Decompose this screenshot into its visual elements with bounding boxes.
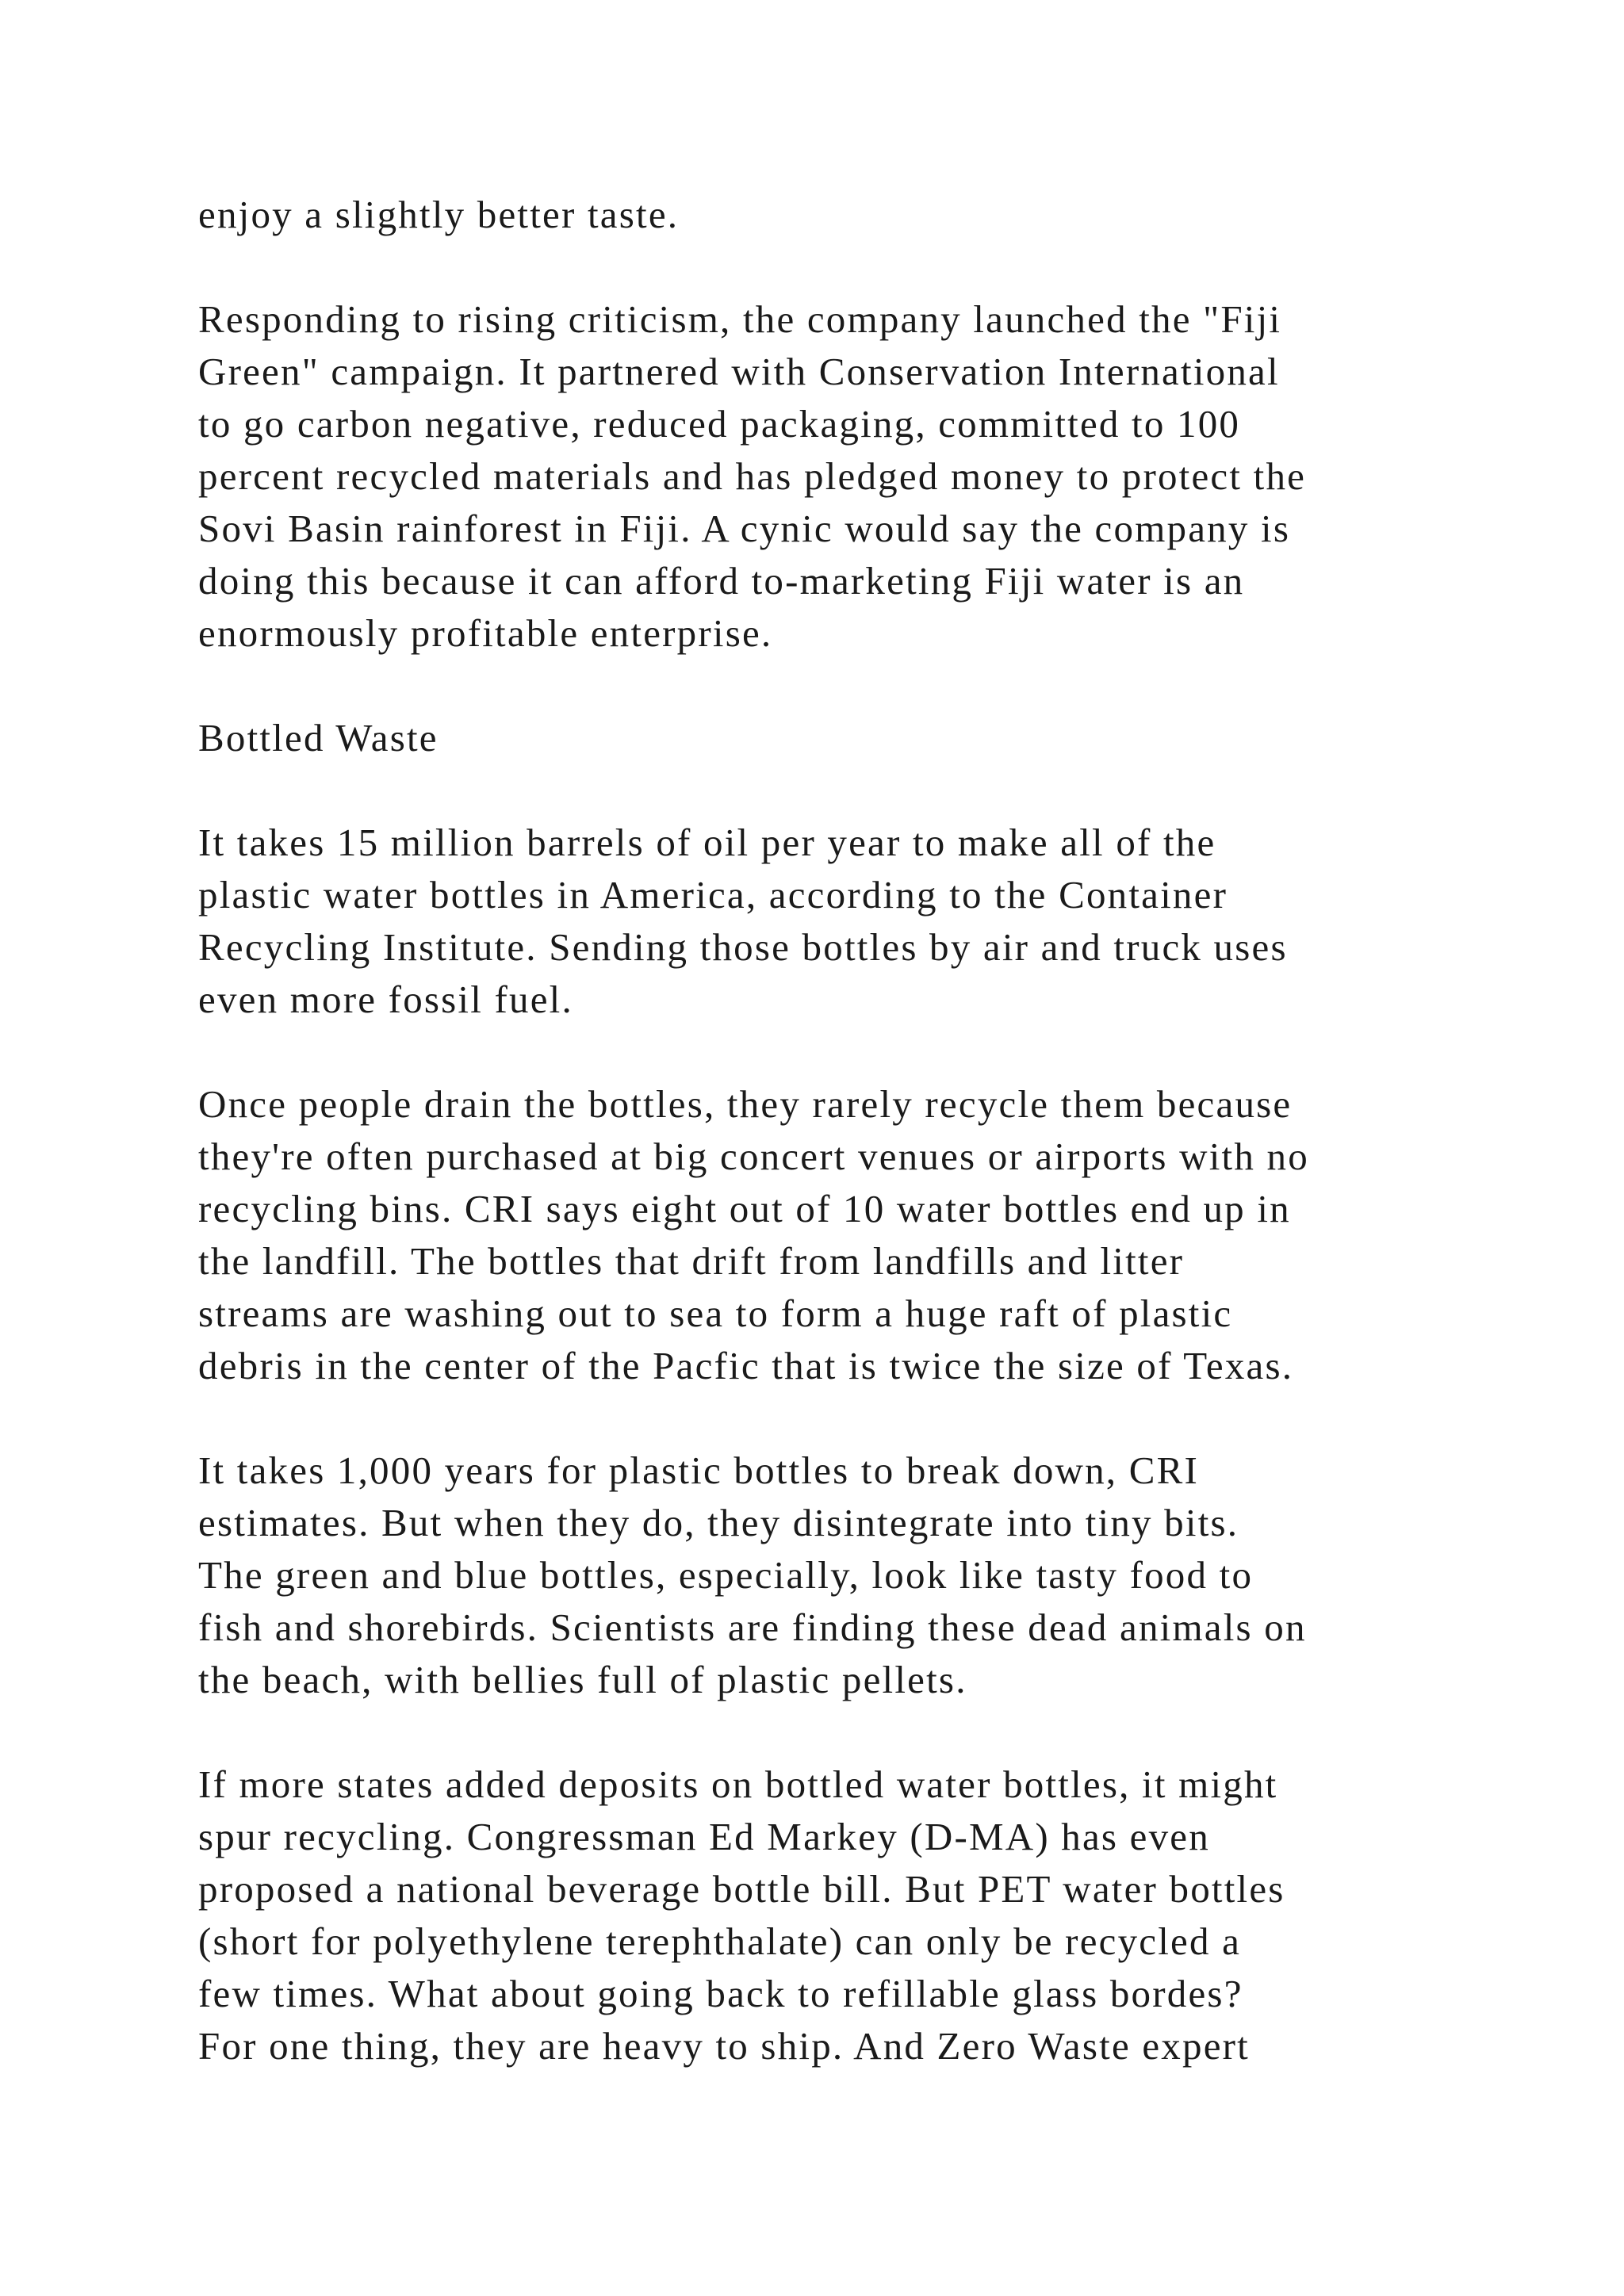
text-line: Bottled Waste (198, 716, 439, 760)
text-line: If more states added deposits on bottled water bottles, it might (198, 1762, 1278, 1806)
text-line: debris in the center of the Pacfic that is twice the size of Texas. (198, 1344, 1294, 1387)
text-line: few times. What about going back to refillable glass bordes? (198, 1972, 1243, 2015)
text-line: Once people drain the bottles, they rarely recycle them because (198, 1082, 1293, 1126)
text-line: proposed a national beverage bottle bill. But PET water bottles (198, 1867, 1285, 1911)
text-line: It takes 15 million barrels of oil per year to make all of the (198, 821, 1216, 864)
text-line: enjoy a slightly better taste. (198, 193, 680, 236)
text-line: Recycling Institute. Sending those bottles by air and truck uses (198, 925, 1288, 969)
text-line: plastic water bottles in America, according to the Container (198, 873, 1228, 916)
paragraph-gap (198, 1392, 1546, 1445)
paragraph-gap (198, 1706, 1546, 1758)
paragraph-breakdown (198, 1445, 1546, 1706)
text-line: fish and shorebirds. Scientists are finding these dead animals on (198, 1605, 1307, 1649)
paragraph-intro-end (198, 189, 1546, 241)
text-line: The green and blue bottles, especially, look like tasty food to (198, 1553, 1254, 1597)
paragraph-fiji-green (198, 293, 1546, 660)
text-line: the landfill. The bottles that drift from landfills and litter (198, 1239, 1185, 1283)
text-line: the beach, with bellies full of plastic pellets. (198, 1658, 967, 1701)
text-line: Responding to rising criticism, the company launched the "Fiji (198, 297, 1282, 341)
paragraph-gap (198, 1026, 1546, 1078)
paragraph-gap (198, 764, 1546, 817)
text-line: enormously profitable enterprise. (198, 611, 773, 655)
text-line: For one thing, they are heavy to ship. And Zero Waste expert (198, 2024, 1250, 2068)
paragraph-recycling-rates (198, 1078, 1546, 1392)
text-line: percent recycled materials and has pledged money to protect the (198, 454, 1307, 498)
paragraph-gap (198, 660, 1546, 712)
text-line: estimates. But when they do, they disintegrate into tiny bits. (198, 1501, 1239, 1544)
text-line: spur recycling. Congressman Ed Markey (D-MA) has even (198, 1815, 1210, 1858)
text-line: It takes 1,000 years for plastic bottles to break down, CRI (198, 1448, 1199, 1492)
text-line: (short for polyethylene terephthalate) can only be recycled a (198, 1919, 1242, 1963)
text-line: recycling bins. CRI says eight out of 10 water bottles end up in (198, 1187, 1291, 1230)
paragraph-gap (198, 241, 1546, 293)
text-line: streams are washing out to sea to form a huge raft of plastic (198, 1292, 1233, 1335)
text-line: Green" campaign. It partnered with Conservation International (198, 350, 1280, 393)
text-line: to go carbon negative, reduced packaging, committed to 100 (198, 402, 1241, 446)
paragraph-deposits (198, 1758, 1546, 2072)
document-body (198, 189, 1546, 2072)
section-heading-bottled-waste (198, 712, 1546, 764)
text-line: they're often purchased at big concert venues or airports with no (198, 1135, 1309, 1178)
paragraph-oil-usage (198, 817, 1546, 1026)
text-line: doing this because it can afford to-marketing Fiji water is an (198, 559, 1245, 603)
text-line: even more fossil fuel. (198, 978, 573, 1021)
text-line: Sovi Basin rainforest in Fiji. A cynic would say the company is (198, 507, 1291, 550)
